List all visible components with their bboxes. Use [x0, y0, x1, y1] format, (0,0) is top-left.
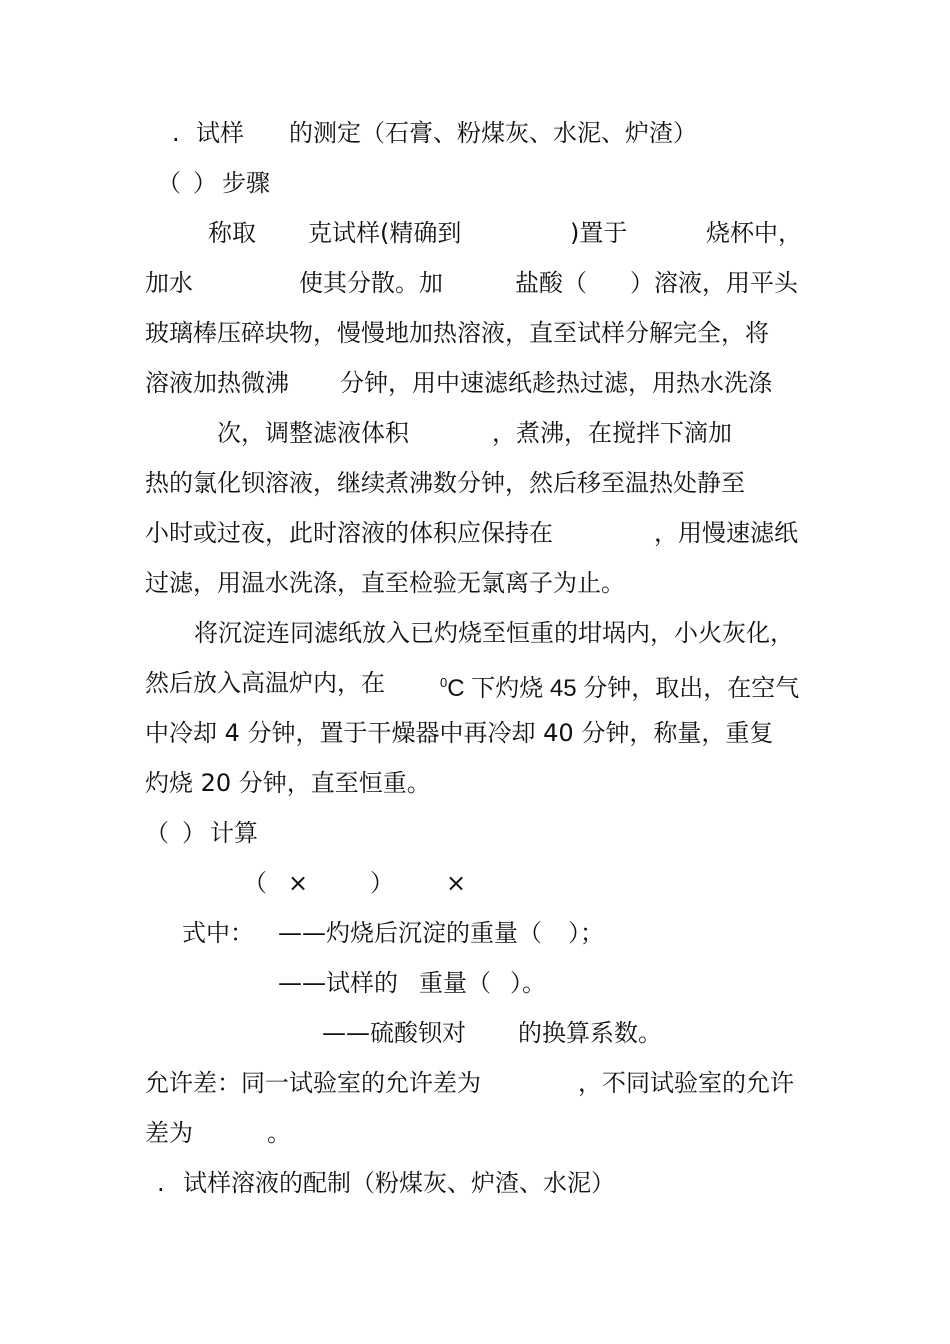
formula-line [0, 866, 950, 900]
text-run: 允许差：同一试验室的允许差为 [145, 1069, 481, 1097]
paragraph-line: 中冷却 4 分钟，置于干燥器中再冷却 40 分钟，称量，重复 [145, 719, 774, 747]
text-run: 称取 [208, 219, 256, 247]
paragraph-line [0, 366, 950, 400]
subheading-rparen: ） [193, 169, 217, 197]
formula-multiply: × [288, 869, 309, 897]
where-def-end: ）； [568, 919, 604, 947]
text-run: 。 [267, 1119, 291, 1147]
text-run: 差为 [145, 1119, 193, 1147]
heading-text-part2: 的测定（石膏、粉煤灰、水泥、炉渣） [289, 119, 697, 147]
heading-text: 试样溶液的配制（粉煤灰、炉渣、水泥） [183, 1169, 615, 1197]
degree-superscript [440, 666, 799, 706]
subheading-text: 计算 [210, 819, 258, 847]
heading-number-dot: . [157, 1169, 165, 1197]
degree-mark: 0 [440, 675, 448, 690]
text-run: 盐酸（ [515, 269, 587, 297]
subheading-lparen: （ [157, 169, 181, 197]
text-run: ，用慢速滤纸 [654, 519, 798, 547]
paragraph-line: 热的氯化钡溶液，继续煮沸数分钟，然后移至温热处静至 [145, 469, 745, 497]
text-run: 小时或过夜，此时溶液的体积应保持在 [145, 519, 553, 547]
subheading-rparen: ） [182, 819, 206, 847]
text-run: 烧杯中， [706, 219, 802, 247]
paragraph-line: 过滤，用温水洗涤，直至检验无氯离子为止。 [145, 569, 625, 597]
where-def: 重量（ [419, 969, 491, 997]
section-heading-sulfate [0, 116, 950, 150]
where-label: 式中： [182, 919, 254, 947]
formula-rparen: ） [370, 869, 394, 897]
text-run: 溶液加热微沸 [145, 369, 289, 397]
paragraph-line [0, 266, 950, 300]
heading-number-dot: . [172, 119, 180, 147]
text-run: C 下灼烧 45 分钟，取出，在空气 [447, 675, 800, 702]
where-def: 的换算系数。 [518, 1019, 662, 1047]
paragraph-line: 灼烧 20 分钟，直至恒重。 [145, 769, 431, 797]
paragraph-line: 玻璃棒压碎块物，慢慢地加热溶液，直至试样分解完全，将 [145, 319, 769, 347]
paragraph-line [0, 666, 950, 700]
where-line [0, 966, 950, 1000]
heading-text-part1: 试样 [196, 119, 244, 147]
where-def: ——灼烧后沉淀的重量（ [278, 919, 542, 947]
paragraph-line [0, 216, 950, 250]
text-run: 次，调整滤液体积 [217, 419, 409, 447]
subheading-text: 步骤 [222, 169, 270, 197]
paragraph-line: 将沉淀连同滤纸放入已灼烧至恒重的坩埚内，小火灰化， [194, 619, 794, 647]
where-def-end: ）。 [510, 969, 546, 997]
where-def: ——试样的 [278, 969, 398, 997]
text-run: ，煮沸，在搅拌下滴加 [492, 419, 732, 447]
text-run: 加水 [145, 269, 193, 297]
where-def: ——硫酸钡对 [322, 1019, 466, 1047]
where-line [0, 1016, 950, 1050]
tolerance-line [0, 1116, 950, 1150]
text-run: 使其分散。加 [299, 269, 443, 297]
text-run: ，不同试验室的允许 [578, 1069, 794, 1097]
formula-lparen: （ [243, 869, 267, 897]
section-heading-solution [0, 1166, 950, 1200]
text-run: 分钟，用中速滤纸趁热过滤，用热水洗涤 [340, 369, 772, 397]
text-run: 克试样(精确到 [308, 219, 462, 247]
text-run: )置于 [570, 219, 628, 247]
subheading-calc [0, 816, 950, 850]
subheading-steps [0, 166, 950, 200]
where-line [0, 916, 950, 950]
paragraph-line [0, 516, 950, 550]
subheading-lparen: （ [145, 819, 169, 847]
text-run: 然后放入高温炉内，在 [145, 669, 385, 697]
paragraph-line [0, 416, 950, 450]
tolerance-line [0, 1066, 950, 1100]
text-run: ）溶液，用平头 [630, 269, 798, 297]
formula-multiply: × [446, 869, 467, 897]
